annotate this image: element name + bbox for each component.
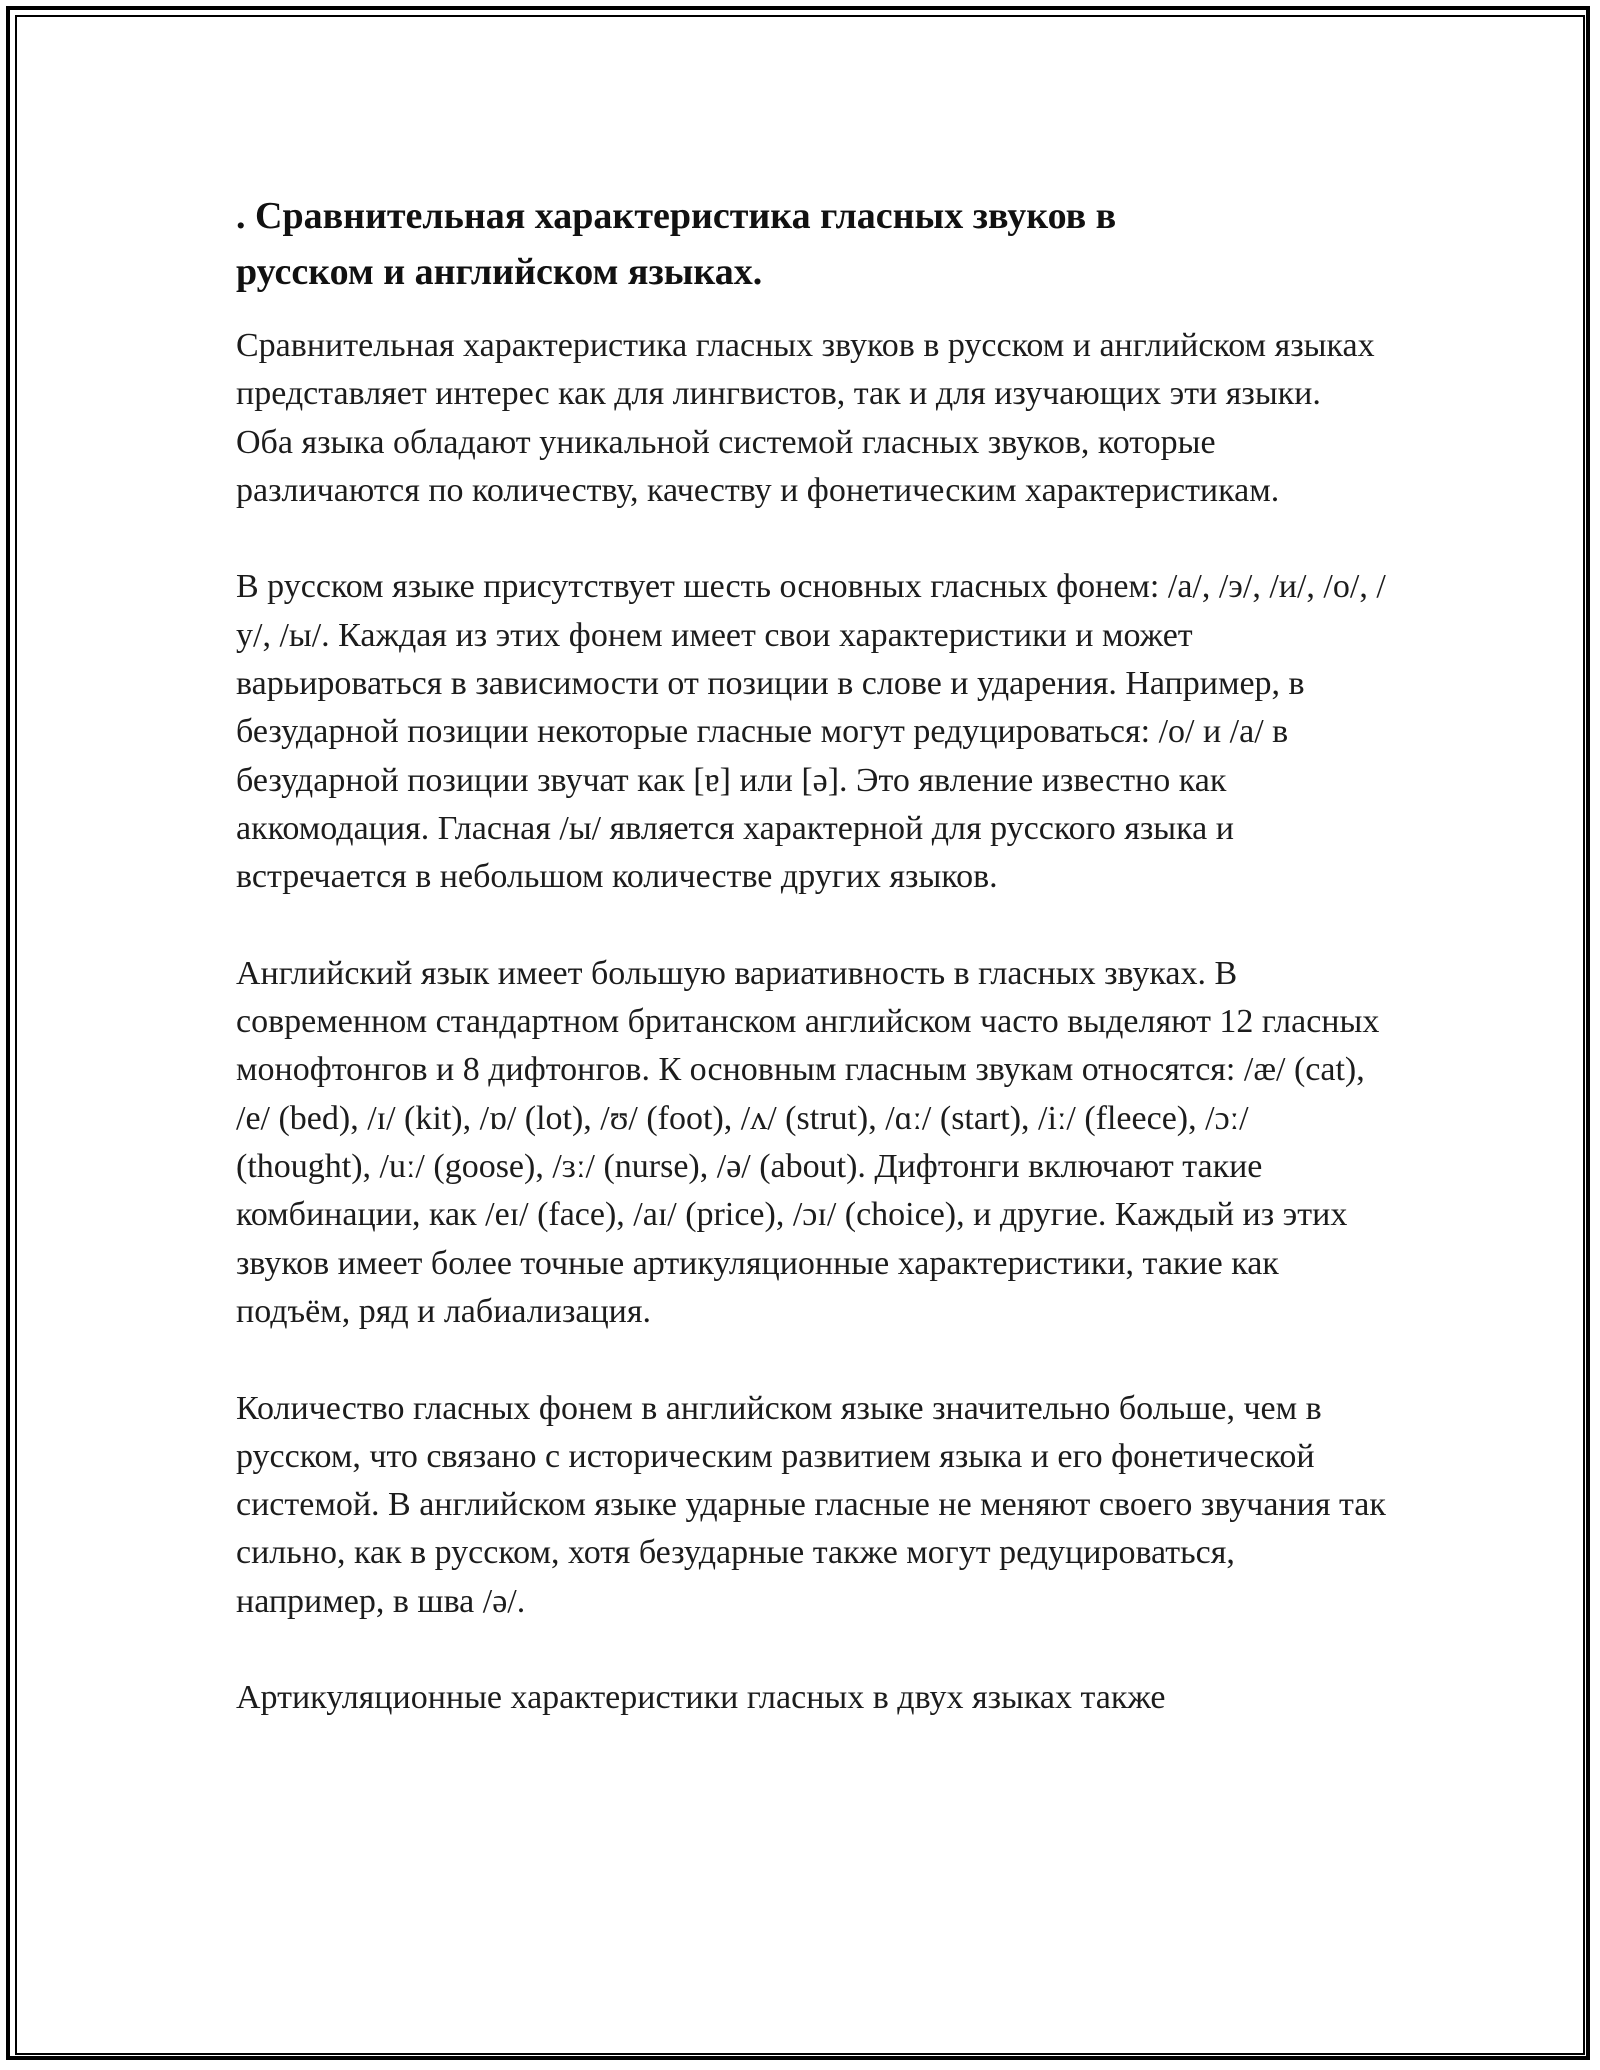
paragraph-russian-vowels: В русском языке присутствует шесть основных гласных фонем: /а/, /э/, /и/, /о/, /у/, /ы/. Каждая из этих фонем имеет свои характеристики и может варьироваться в зависимости от позиции в слове и ударения. Например, в безударной позиции некоторые гласные могут редуцироваться: /о/ и /а/ в безударной позиции звучат как [ɐ] или [ə]. Это явление известно как аккомодация. Гласная /ы/ является характерной для русского языка и встречается в небольшом количестве других языков.	[236, 568, 1386, 896]
document-title	[236, 188, 1386, 300]
paragraph-phoneme-count: Количество гласных фонем в английском языке значительно больше, чем в русском, что связано с историческим развитием языка и его фонетической системой. В английском языке ударные гласные не меняют своего звучания так сильно, как в русском, хотя безударные также могут редуцироваться, например, в шва /ə/.	[236, 1389, 1386, 1620]
paragraph-english-vowels: Английский язык имеет большую вариативность в гласных звуках. В современном стандартном британском английском часто выделяют 12 гласных монофтонгов и 8 дифтонгов. К основным гласным звукам относятся: /æ/ (cat), /e/ (bed), /ɪ/ (kit), /ɒ/ (lot), /ʊ/ (foot), /ʌ/ (strut), /ɑː/ (start), /iː/ (fleece), /ɔː/ (thought), /uː/ (goose), /ɜː/ (nurse), /ə/ (about). Дифтонги включают такие комбинации, как /eɪ/ (face), /aɪ/ (price), /ɔɪ/ (choice), и другие. Каждый из этих звуков имеет более точные артикуляционные характеристики, такие как подъём, ряд и лабиализация.	[236, 954, 1380, 1330]
document-title-line-2: русском и английском языках.	[236, 251, 763, 293]
document-body	[236, 188, 1386, 1723]
paragraph-articulation: Артикуляционные характеристики гласных в двух языках также	[236, 1679, 1166, 1717]
document-title-line-1: . Сравнительная характеристика гласных звуков в	[236, 195, 1117, 237]
paragraph-intro: Сравнительная характеристика гласных звуков в русском и английском языках представляет интерес как для лингвистов, так и для изучающих эти языки. Оба языка обладают уникальной системой гласных звуков, которые различаются по количеству, качеству и фонетическим характеристикам.	[236, 327, 1375, 509]
